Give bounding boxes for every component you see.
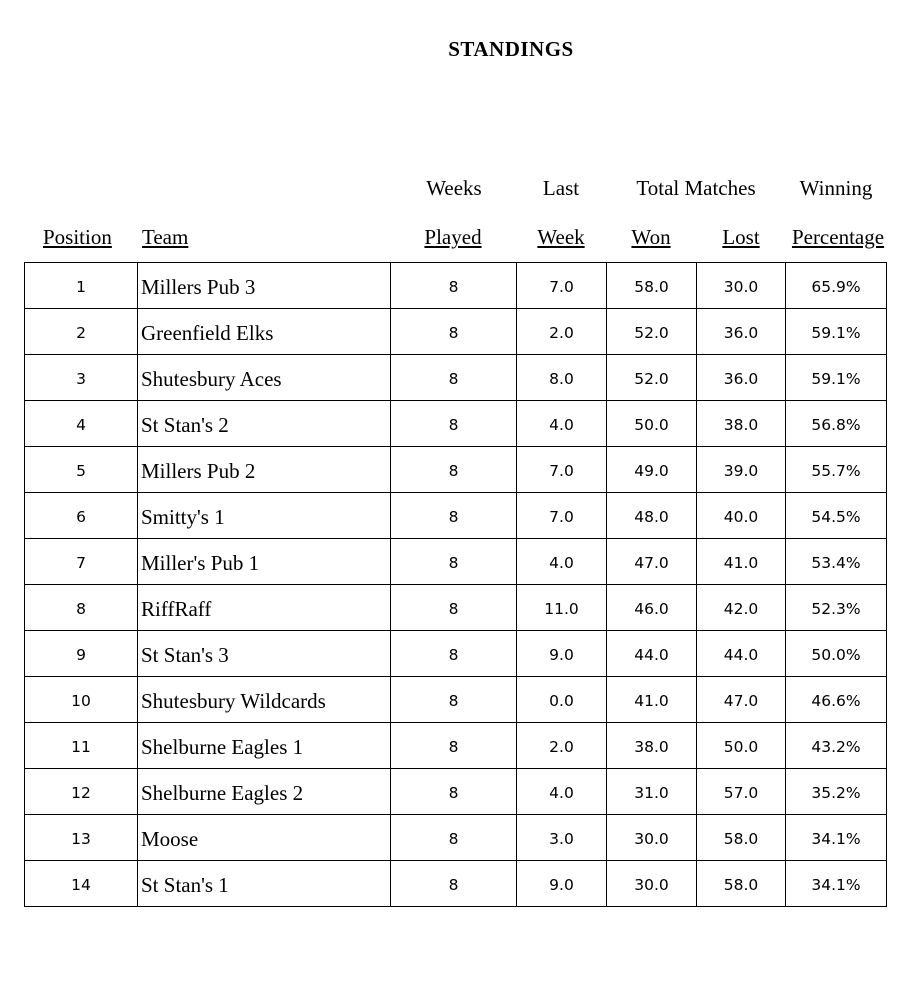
cell-team: St Stan's 2 xyxy=(138,401,391,447)
cell-team: Shutesbury Aces xyxy=(138,355,391,401)
cell-winning-percentage: 34.1% xyxy=(786,861,887,907)
cell-last-week: 4.0 xyxy=(517,539,607,585)
cell-team: RiffRaff xyxy=(138,585,391,631)
cell-last-week: 4.0 xyxy=(517,769,607,815)
cell-position: 8 xyxy=(25,585,138,631)
cell-last-week: 7.0 xyxy=(517,493,607,539)
header-week: Week xyxy=(537,225,585,249)
cell-won: 44.0 xyxy=(607,631,697,677)
table-row xyxy=(25,355,887,401)
standings-table xyxy=(24,262,887,907)
cell-winning-percentage: 65.9% xyxy=(786,263,887,309)
table-row xyxy=(25,677,887,723)
table-row xyxy=(25,309,887,355)
cell-winning-percentage: 35.2% xyxy=(786,769,887,815)
cell-weeks-played: 8 xyxy=(391,677,517,723)
cell-team: Smitty's 1 xyxy=(138,493,391,539)
cell-lost: 58.0 xyxy=(697,815,786,861)
page-title: STANDINGS xyxy=(448,37,574,61)
cell-position: 6 xyxy=(25,493,138,539)
cell-lost: 42.0 xyxy=(697,585,786,631)
table-row xyxy=(25,447,887,493)
header-total-matches: Total Matches xyxy=(636,176,756,200)
cell-team: Shelburne Eagles 1 xyxy=(138,723,391,769)
header-weeks: Weeks xyxy=(426,176,482,200)
cell-weeks-played: 8 xyxy=(391,631,517,677)
cell-position: 7 xyxy=(25,539,138,585)
cell-lost: 36.0 xyxy=(697,355,786,401)
cell-winning-percentage: 54.5% xyxy=(786,493,887,539)
cell-winning-percentage: 50.0% xyxy=(786,631,887,677)
cell-won: 31.0 xyxy=(607,769,697,815)
cell-position: 10 xyxy=(25,677,138,723)
cell-won: 48.0 xyxy=(607,493,697,539)
table-row xyxy=(25,631,887,677)
table-row xyxy=(25,861,887,907)
cell-won: 30.0 xyxy=(607,861,697,907)
cell-position: 2 xyxy=(25,309,138,355)
cell-last-week: 4.0 xyxy=(517,401,607,447)
cell-winning-percentage: 53.4% xyxy=(786,539,887,585)
header-last: Last xyxy=(542,176,580,200)
cell-lost: 58.0 xyxy=(697,861,786,907)
cell-winning-percentage: 55.7% xyxy=(786,447,887,493)
cell-last-week: 3.0 xyxy=(517,815,607,861)
header-played: Played xyxy=(424,225,482,249)
cell-winning-percentage: 34.1% xyxy=(786,815,887,861)
header-position: Position xyxy=(43,225,112,249)
cell-team: Moose xyxy=(138,815,391,861)
cell-won: 47.0 xyxy=(607,539,697,585)
cell-weeks-played: 8 xyxy=(391,447,517,493)
cell-weeks-played: 8 xyxy=(391,309,517,355)
cell-last-week: 0.0 xyxy=(517,677,607,723)
cell-lost: 41.0 xyxy=(697,539,786,585)
cell-lost: 44.0 xyxy=(697,631,786,677)
cell-lost: 30.0 xyxy=(697,263,786,309)
cell-won: 41.0 xyxy=(607,677,697,723)
standings-body xyxy=(25,263,887,907)
cell-last-week: 7.0 xyxy=(517,447,607,493)
cell-lost: 40.0 xyxy=(697,493,786,539)
cell-weeks-played: 8 xyxy=(391,815,517,861)
cell-team: Miller's Pub 1 xyxy=(138,539,391,585)
cell-weeks-played: 8 xyxy=(391,493,517,539)
cell-team: Shelburne Eagles 2 xyxy=(138,769,391,815)
cell-winning-percentage: 59.1% xyxy=(786,355,887,401)
table-row xyxy=(25,815,887,861)
header-winning: Winning xyxy=(799,176,873,200)
cell-weeks-played: 8 xyxy=(391,263,517,309)
cell-position: 4 xyxy=(25,401,138,447)
cell-weeks-played: 8 xyxy=(391,723,517,769)
cell-weeks-played: 8 xyxy=(391,401,517,447)
cell-winning-percentage: 46.6% xyxy=(786,677,887,723)
cell-lost: 47.0 xyxy=(697,677,786,723)
cell-last-week: 9.0 xyxy=(517,861,607,907)
cell-position: 3 xyxy=(25,355,138,401)
cell-weeks-played: 8 xyxy=(391,769,517,815)
cell-position: 14 xyxy=(25,861,138,907)
cell-last-week: 8.0 xyxy=(517,355,607,401)
cell-won: 52.0 xyxy=(607,355,697,401)
cell-won: 46.0 xyxy=(607,585,697,631)
cell-position: 1 xyxy=(25,263,138,309)
cell-winning-percentage: 52.3% xyxy=(786,585,887,631)
header-lost: Lost xyxy=(722,225,760,249)
cell-last-week: 7.0 xyxy=(517,263,607,309)
cell-weeks-played: 8 xyxy=(391,355,517,401)
cell-weeks-played: 8 xyxy=(391,585,517,631)
cell-team: Millers Pub 2 xyxy=(138,447,391,493)
table-row xyxy=(25,585,887,631)
cell-lost: 39.0 xyxy=(697,447,786,493)
cell-winning-percentage: 43.2% xyxy=(786,723,887,769)
cell-lost: 50.0 xyxy=(697,723,786,769)
cell-position: 5 xyxy=(25,447,138,493)
header-percentage: Percentage xyxy=(791,225,885,249)
table-row xyxy=(25,493,887,539)
table-row xyxy=(25,539,887,585)
table-row xyxy=(25,263,887,309)
cell-won: 52.0 xyxy=(607,309,697,355)
cell-team: Shutesbury Wildcards xyxy=(138,677,391,723)
cell-last-week: 2.0 xyxy=(517,309,607,355)
cell-lost: 36.0 xyxy=(697,309,786,355)
cell-lost: 57.0 xyxy=(697,769,786,815)
cell-position: 13 xyxy=(25,815,138,861)
cell-team: St Stan's 3 xyxy=(138,631,391,677)
cell-position: 12 xyxy=(25,769,138,815)
cell-won: 49.0 xyxy=(607,447,697,493)
cell-won: 58.0 xyxy=(607,263,697,309)
cell-team: Greenfield Elks xyxy=(138,309,391,355)
cell-lost: 38.0 xyxy=(697,401,786,447)
cell-weeks-played: 8 xyxy=(391,539,517,585)
cell-last-week: 9.0 xyxy=(517,631,607,677)
cell-last-week: 2.0 xyxy=(517,723,607,769)
table-row xyxy=(25,723,887,769)
cell-team: St Stan's 1 xyxy=(138,861,391,907)
cell-won: 50.0 xyxy=(607,401,697,447)
cell-team: Millers Pub 3 xyxy=(138,263,391,309)
table-row xyxy=(25,769,887,815)
cell-position: 11 xyxy=(25,723,138,769)
header-won: Won xyxy=(631,225,671,249)
cell-winning-percentage: 59.1% xyxy=(786,309,887,355)
cell-won: 30.0 xyxy=(607,815,697,861)
cell-winning-percentage: 56.8% xyxy=(786,401,887,447)
cell-weeks-played: 8 xyxy=(391,861,517,907)
cell-won: 38.0 xyxy=(607,723,697,769)
table-row xyxy=(25,401,887,447)
cell-position: 9 xyxy=(25,631,138,677)
header-team: Team xyxy=(142,225,189,249)
cell-last-week: 11.0 xyxy=(517,585,607,631)
